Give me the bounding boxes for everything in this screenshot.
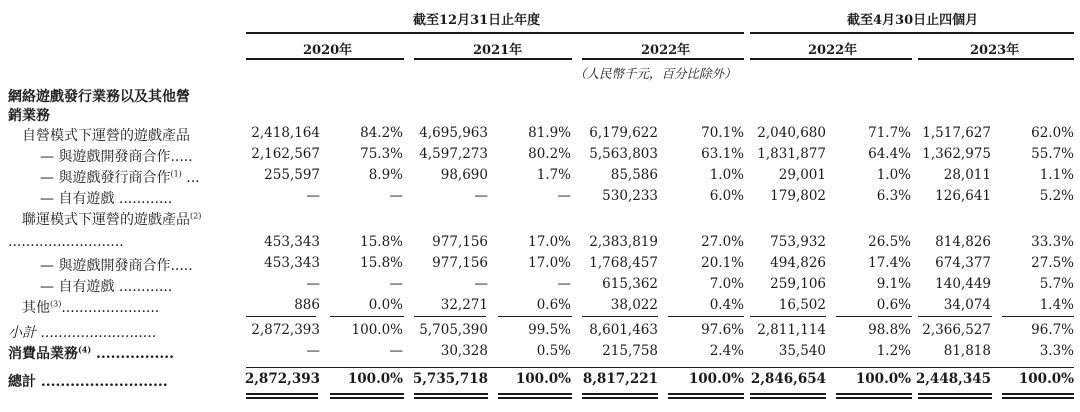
row-label-text: — 與遊戲發行商合作 (40, 170, 171, 186)
total-double-rule-4b (498, 397, 572, 399)
table-cell: 100.0% (1018, 371, 1074, 387)
table-cell: 81,818 (943, 343, 991, 359)
row-label-text: — 與遊戲開發商合作..... (40, 258, 193, 274)
year-header-2021: 2021年 (473, 43, 523, 58)
table-cell: 753,932 (770, 234, 826, 250)
total-double-rule-9a (918, 393, 992, 395)
table-cell: 814,826 (935, 234, 991, 250)
table-cell: 7.0% (709, 276, 744, 292)
table-cell: 8.9% (368, 167, 403, 183)
row-label-self-op-developer (40, 146, 193, 166)
table-cell: 6.3% (876, 188, 911, 204)
row-label-text: 消費品業務 (8, 346, 78, 362)
row-label-text: — 自有遊戲 ............ (40, 279, 173, 295)
table-cell: 98,690 (440, 167, 488, 183)
total-double-rule-6b (668, 397, 744, 399)
year-header-2023-4m: 2023年 (970, 43, 1020, 58)
table-cell: 38,022 (610, 297, 658, 313)
total-rule-top (246, 367, 1074, 368)
footnote-ref: (3) (50, 299, 62, 309)
table-cell: 2,872,393 (251, 322, 320, 338)
row-label-self-op-own (40, 188, 172, 208)
total-double-rule-10a (1002, 393, 1074, 395)
row-label-text: 小計 .......................... (8, 325, 157, 341)
table-cell: 259,106 (770, 276, 826, 292)
table-cell: 29,001 (778, 167, 826, 183)
table-cell: 6.0% (709, 188, 744, 204)
table-cell: — (474, 276, 488, 292)
table-cell: 100.0% (347, 371, 403, 387)
table-cell: 4,695,963 (419, 125, 488, 141)
subtotal-rule-c2 (330, 316, 404, 317)
table-cell: — (557, 188, 571, 204)
table-cell: — (557, 276, 571, 292)
table-cell: 2,162,567 (251, 146, 320, 162)
total-double-rule-3a (414, 393, 488, 395)
table-cell: 15.8% (360, 255, 403, 271)
total-double-rule-7b (750, 397, 826, 399)
table-cell: — (306, 188, 320, 204)
table-cell: 530,233 (602, 188, 658, 204)
row-label-self-operated (22, 125, 190, 145)
row-label-text: 聯運模式下運營的遊戲產品 (22, 212, 190, 228)
table-cell: 2,418,164 (251, 125, 320, 141)
table-cell: 494,826 (770, 255, 826, 271)
table-cell: 97.6% (701, 322, 744, 338)
year-rule-2020 (246, 58, 404, 60)
row-label-text: 自營模式下運營的遊戲產品 (22, 128, 190, 144)
total-double-rule-1a (246, 393, 318, 395)
table-cell: 886 (294, 297, 320, 313)
footnote-ref: (2) (190, 211, 202, 221)
table-cell: 16,502 (778, 297, 826, 313)
table-cell: 27.5% (1031, 255, 1074, 271)
table-cell: 28,011 (943, 167, 991, 183)
table-cell: — (389, 276, 403, 292)
row-label-others (22, 297, 159, 317)
row-label-leader: ...................... (61, 300, 160, 316)
table-cell: 5.2% (1039, 188, 1074, 204)
subtotal-rule-c7 (750, 316, 826, 317)
table-cell: 977,156 (432, 255, 488, 271)
table-cell: — (306, 343, 320, 359)
table-cell: 75.3% (360, 146, 403, 162)
table-cell: — (474, 188, 488, 204)
table-cell: 2.4% (709, 343, 744, 359)
total-double-rule-10b (1002, 397, 1074, 399)
table-cell: 674,377 (935, 255, 991, 271)
table-cell: 1,768,457 (589, 255, 658, 271)
table-cell: 2,872,393 (244, 371, 320, 387)
table-cell: 96.7% (1031, 322, 1074, 338)
unit-note: （人民幣千元，百分比除外） (574, 66, 737, 81)
table-cell: 215,758 (602, 343, 658, 359)
table-cell: 453,343 (264, 234, 320, 250)
period-header-year: 截至12月31日止年度 (413, 13, 541, 28)
subtotal-rule-c10 (1002, 316, 1074, 317)
table-cell: 2,846,654 (750, 371, 826, 387)
subtotal-rule-c4 (498, 316, 572, 317)
table-cell: 20.1% (701, 255, 744, 271)
period-rule-four-months (750, 32, 1074, 34)
table-cell: 63.1% (701, 146, 744, 162)
row-label-text: — 自有遊戲 ............ (40, 191, 173, 207)
subtotal-rule-c6 (668, 316, 744, 317)
table-cell: 34,074 (943, 297, 991, 313)
table-cell: 71.7% (868, 125, 911, 141)
total-double-rule-5b (582, 397, 658, 399)
table-cell: — (306, 276, 320, 292)
table-cell: 4,597,273 (419, 146, 488, 162)
table-cell: 85,586 (610, 167, 658, 183)
total-double-rule-1b (246, 397, 318, 399)
table-cell: 1.4% (1039, 297, 1074, 313)
table-cell: 5,735,718 (412, 371, 488, 387)
table-cell: 35,540 (778, 343, 826, 359)
subtotal-rule-c5 (582, 316, 658, 317)
footnote-ref: (1) (170, 169, 182, 179)
year-rule-2022-4m (750, 58, 912, 60)
table-cell: 2,448,345 (915, 371, 991, 387)
table-cell: 2,383,819 (589, 234, 658, 250)
table-cell: 0.6% (876, 297, 911, 313)
row-label-consumer-products (8, 343, 174, 363)
table-cell: 6,179,622 (589, 125, 658, 141)
row-label-text: .......................... (8, 234, 124, 250)
year-header-2022: 2022年 (641, 43, 691, 58)
table-cell: 30,328 (440, 343, 488, 359)
table-cell: 0.0% (368, 297, 403, 313)
total-double-rule-2a (330, 393, 404, 395)
table-cell: 17.0% (528, 234, 571, 250)
table-cell: 17.0% (528, 255, 571, 271)
year-rule-2023-4m (918, 58, 1074, 60)
table-cell: 84.2% (360, 125, 403, 141)
table-cell: 98.8% (868, 322, 911, 338)
table-cell: 1.1% (1039, 167, 1074, 183)
total-double-rule-4a (498, 393, 572, 395)
table-cell: 1,831,877 (757, 146, 826, 162)
table-cell: 1.0% (709, 167, 744, 183)
table-cell: 32,271 (440, 297, 488, 313)
total-double-rule-6a (668, 393, 744, 395)
subtotal-rule-c1 (246, 316, 316, 317)
section-title-line1: 網絡遊戲發行業務以及其他營 (8, 89, 190, 105)
table-cell: 453,343 (264, 255, 320, 271)
table-cell: 615,362 (602, 276, 658, 292)
row-label-subtotal (8, 322, 156, 342)
table-cell: 8,601,463 (589, 322, 658, 338)
table-cell: — (389, 343, 403, 359)
table-cell: 179,802 (770, 188, 826, 204)
row-label-leader: ... (181, 170, 200, 186)
subtotal-rule-c9 (918, 316, 992, 317)
table-cell: 100.0% (855, 371, 911, 387)
table-cell: 0.5% (536, 343, 571, 359)
table-cell: 8,817,221 (582, 371, 658, 387)
table-cell: 5.7% (1039, 276, 1074, 292)
table-cell: 9.1% (876, 276, 911, 292)
year-header-2022-4m: 2022年 (808, 43, 858, 58)
table-cell: 17.4% (868, 255, 911, 271)
table-cell: — (389, 188, 403, 204)
table-cell: 26.5% (868, 234, 911, 250)
table-cell: 100.0% (515, 371, 571, 387)
table-cell: 977,156 (432, 234, 488, 250)
table-cell: 70.1% (701, 125, 744, 141)
row-label-joint-operated (8, 234, 124, 250)
table-cell: 27.0% (701, 234, 744, 250)
row-label-joint-operated-title (22, 209, 201, 229)
table-cell: 1.7% (536, 167, 571, 183)
table-cell: 3.3% (1039, 343, 1074, 359)
table-cell: 5,705,390 (419, 322, 488, 338)
table-cell: 33.3% (1031, 234, 1074, 250)
row-label-leader: ................ (91, 346, 174, 362)
table-cell: 62.0% (1031, 125, 1074, 141)
period-rule-year (246, 32, 744, 34)
table-cell: 255,597 (264, 167, 320, 183)
table-cell: 1,362,975 (922, 146, 991, 162)
table-cell: 1.2% (876, 343, 911, 359)
table-cell: 15.8% (360, 234, 403, 250)
row-label-total (8, 371, 168, 391)
total-double-rule-3b (414, 397, 488, 399)
table-cell: 2,040,680 (757, 125, 826, 141)
table-cell: 140,449 (935, 276, 991, 292)
subtotal-rule-c8 (836, 316, 912, 317)
row-label-text: 其他 (22, 300, 50, 316)
table-cell: 81.9% (528, 125, 571, 141)
table-cell: 100.0% (351, 322, 403, 338)
row-label-self-op-publisher (40, 167, 200, 187)
table-cell: 80.2% (528, 146, 571, 162)
row-label-joint-op-developer (40, 255, 193, 275)
row-label-joint-op-own (40, 276, 172, 296)
table-cell: 2,366,527 (922, 322, 991, 338)
table-cell: 5,563,803 (589, 146, 658, 162)
footnote-ref: (4) (78, 344, 92, 355)
table-cell: 1.0% (876, 167, 911, 183)
total-double-rule-5a (582, 393, 658, 395)
total-double-rule-2b (330, 397, 404, 399)
year-rule-2021 (414, 58, 572, 60)
table-cell: 99.5% (528, 322, 571, 338)
year-header-2020: 2020年 (303, 43, 353, 58)
row-label-text: 總計 .......................... (8, 374, 168, 390)
period-header-four-months: 截至4月30日止四個月 (847, 13, 979, 28)
total-double-rule-9b (918, 397, 992, 399)
table-cell: 64.4% (868, 146, 911, 162)
table-cell: 1,517,627 (922, 125, 991, 141)
row-label-text: — 與遊戲開發商合作..... (40, 149, 193, 165)
total-double-rule-8a (836, 393, 912, 395)
year-rule-2022 (582, 58, 744, 60)
table-cell: 126,641 (935, 188, 991, 204)
total-double-rule-8b (836, 397, 912, 399)
table-cell: 100.0% (688, 371, 744, 387)
table-cell: 0.6% (536, 297, 571, 313)
table-cell: 55.7% (1031, 146, 1074, 162)
table-cell: 2,811,114 (757, 322, 826, 338)
section-title-line2: 銷業務 (8, 108, 50, 124)
total-double-rule-7a (750, 393, 826, 395)
table-cell: 0.4% (709, 297, 744, 313)
subtotal-rule-c3 (414, 316, 486, 317)
